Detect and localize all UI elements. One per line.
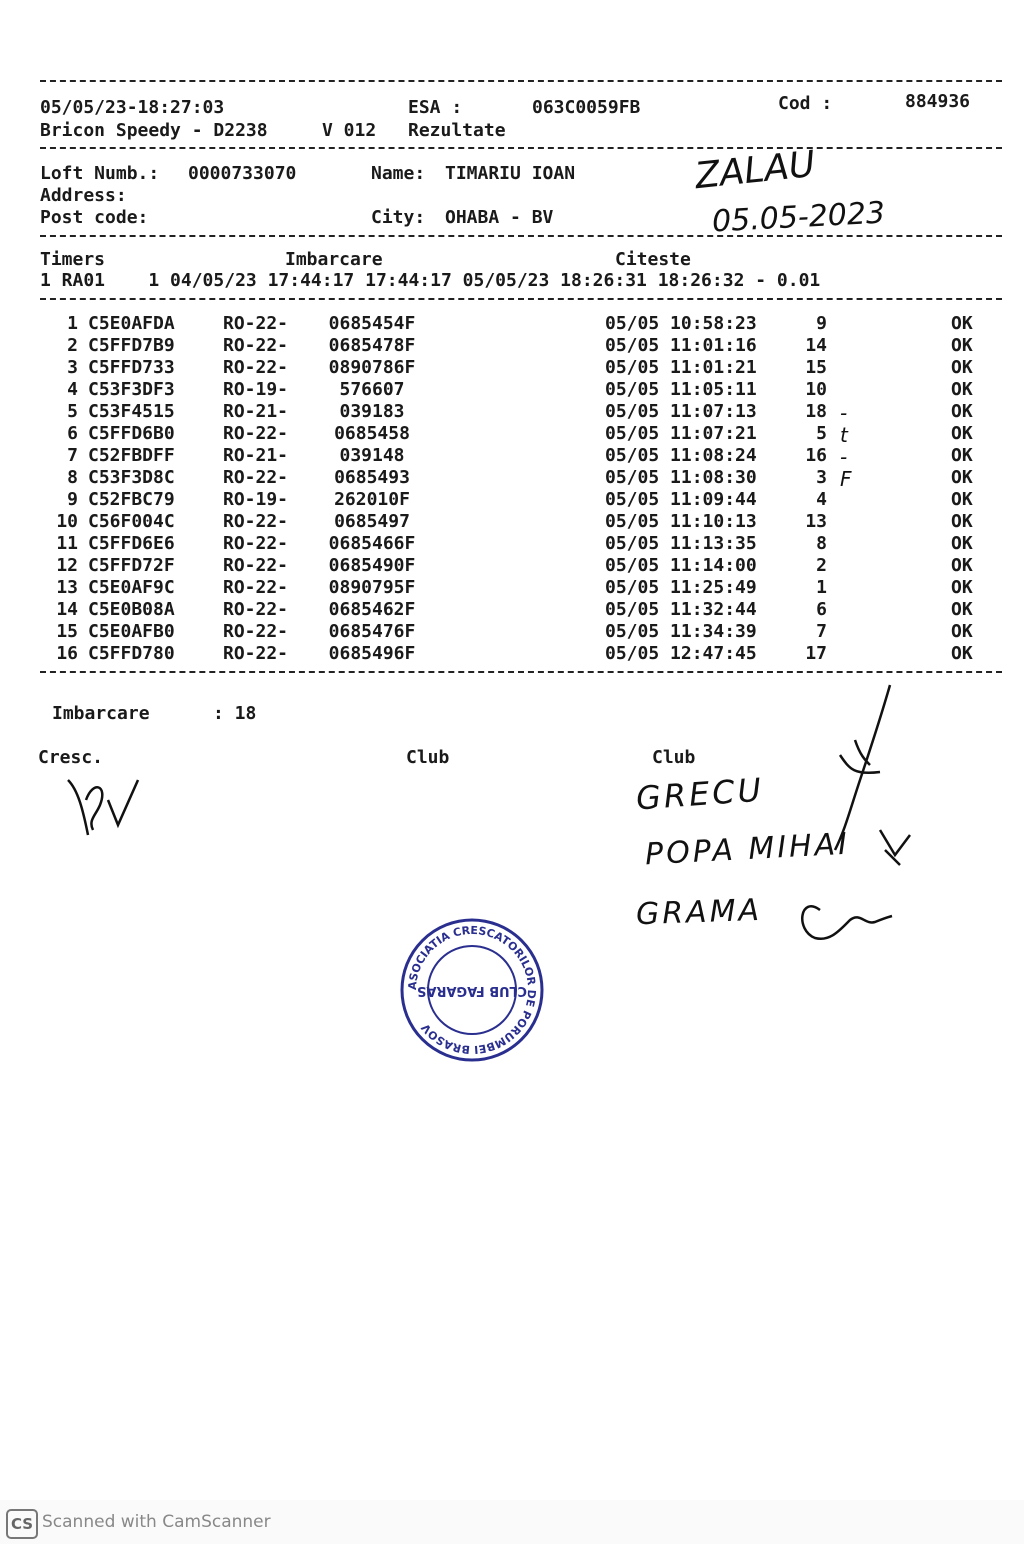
club-stamp [400, 915, 545, 1065]
table-row [0, 313, 1024, 335]
handwritten-date: 05.05-2023 [711, 195, 886, 240]
handwritten-name-2: POPA MIHAI [644, 826, 851, 873]
table-row [0, 621, 1024, 643]
owner-rule [40, 235, 1002, 237]
report-datetime: 05/05/23-18:27:03 [40, 97, 225, 118]
row-position: 5 [816, 423, 827, 444]
row-arrival-time: 05/05 11:13:35 [605, 533, 757, 554]
row-arrival-time: 05/05 10:58:23 [605, 313, 757, 334]
row-status: OK [951, 423, 973, 444]
timers-line: 1 RA01 1 04/05/23 17:44:17 17:44:17 05/05/23 18:26:31 18:26:32 - 0.01 [40, 270, 821, 291]
table-row [0, 357, 1024, 379]
row-index: 1 [67, 313, 78, 334]
row-chip-id: C5FFD6B0 [88, 423, 175, 444]
row-ring-number: 039148 [339, 445, 405, 466]
row-status: OK [951, 533, 973, 554]
scanner-footer [0, 1500, 1024, 1544]
row-chip-id: C53F3DF3 [88, 379, 175, 400]
row-ring-number: 0685490F [328, 555, 416, 576]
row-chip-id: C52FBC79 [88, 489, 175, 510]
cod-value: 884936 [905, 91, 971, 112]
handwritten-name-3: GRAMA [635, 892, 763, 933]
row-index: 13 [56, 577, 78, 598]
row-index: 5 [67, 401, 78, 422]
row-status: OK [951, 467, 973, 488]
row-index: 6 [67, 423, 78, 444]
summary-imbarcare-value: : 18 [213, 703, 257, 724]
row-arrival-time: 05/05 11:32:44 [605, 599, 757, 620]
row-status: OK [951, 555, 973, 576]
address-label: Address: [40, 185, 127, 206]
timers-rule [40, 298, 1002, 300]
row-index: 3 [67, 357, 78, 378]
row-ring-prefix: RO-19- [223, 379, 289, 400]
row-position: 1 [816, 577, 827, 598]
row-chip-id: C56F004C [88, 511, 175, 532]
row-ring-prefix: RO-22- [223, 335, 289, 356]
row-ring-prefix: RO-22- [223, 357, 289, 378]
table-row [0, 511, 1024, 533]
row-chip-id: C5E0AF9C [88, 577, 175, 598]
row-position: 13 [805, 511, 827, 532]
row-position: 7 [816, 621, 827, 642]
row-arrival-time: 05/05 11:14:00 [605, 555, 757, 576]
timers-citeste-label: Citeste [615, 249, 691, 270]
row-arrival-time: 05/05 11:01:21 [605, 357, 757, 378]
row-status: OK [951, 445, 973, 466]
row-arrival-time: 05/05 11:07:13 [605, 401, 757, 422]
row-ring-prefix: RO-22- [223, 621, 289, 642]
owner-name: TIMARIU IOAN [445, 163, 576, 184]
row-ring-prefix: RO-19- [223, 489, 289, 510]
club-label-1: Club [406, 747, 450, 768]
row-ring-prefix: RO-22- [223, 533, 289, 554]
club-label-2: Club [652, 747, 696, 768]
breeder-signature [38, 760, 158, 850]
row-arrival-time: 05/05 11:01:16 [605, 335, 757, 356]
city-value: OHABA - BV [445, 207, 554, 228]
table-row [0, 533, 1024, 555]
row-chip-id: C5E0AFDA [88, 313, 175, 334]
row-index: 9 [67, 489, 78, 510]
esa-value: 063C0059FB [532, 97, 641, 118]
row-chip-id: C5FFD72F [88, 555, 175, 576]
row-handwritten-mark: - [840, 445, 848, 469]
row-index: 11 [56, 533, 78, 554]
table-row [0, 643, 1024, 665]
table-row [0, 599, 1024, 621]
stamp-ring-text: ASOCIATIA CRESCATORILOR DE PORUMBEI BRASOV [405, 923, 539, 1057]
row-ring-prefix: RO-22- [223, 643, 289, 664]
row-arrival-time: 05/05 11:08:30 [605, 467, 757, 488]
row-status: OK [951, 511, 973, 532]
row-position: 17 [805, 643, 827, 664]
row-status: OK [951, 621, 973, 642]
row-chip-id: C53F3D8C [88, 467, 175, 488]
row-position: 10 [805, 379, 827, 400]
row-arrival-time: 05/05 11:05:11 [605, 379, 757, 400]
row-status: OK [951, 599, 973, 620]
row-ring-prefix: RO-22- [223, 511, 289, 532]
row-position: 2 [816, 555, 827, 576]
table-row [0, 335, 1024, 357]
results-rule [40, 671, 1002, 673]
row-index: 10 [56, 511, 78, 532]
row-ring-number: 0685462F [328, 599, 416, 620]
row-position: 18 [805, 401, 827, 422]
top-rule [40, 80, 1002, 82]
loft-number: 0000733070 [188, 163, 297, 184]
timers-imbarcare-label: Imbarcare [285, 249, 383, 270]
city-label: City: [371, 207, 426, 228]
row-ring-number: 262010F [334, 489, 410, 510]
row-index: 7 [67, 445, 78, 466]
row-index: 16 [56, 643, 78, 664]
row-chip-id: C5E0AFB0 [88, 621, 175, 642]
row-ring-number: 039183 [339, 401, 405, 422]
row-arrival-time: 05/05 12:47:45 [605, 643, 757, 664]
row-arrival-time: 05/05 11:08:24 [605, 445, 757, 466]
row-handwritten-mark: - [840, 401, 848, 425]
row-chip-id: C5FFD6E6 [88, 533, 175, 554]
row-ring-number: 0890786F [328, 357, 416, 378]
row-status: OK [951, 379, 973, 400]
table-row [0, 467, 1024, 489]
row-ring-prefix: RO-22- [223, 423, 289, 444]
row-status: OK [951, 357, 973, 378]
camscanner-text: Scanned with CamScanner [42, 1512, 271, 1532]
timers-label: Timers [40, 249, 106, 270]
row-ring-number: 0685478F [328, 335, 416, 356]
device-name: Bricon Speedy - D2238 [40, 120, 268, 141]
row-index: 15 [56, 621, 78, 642]
summary-imbarcare-label: Imbarcare [52, 703, 150, 724]
row-arrival-time: 05/05 11:09:44 [605, 489, 757, 510]
row-ring-number: 0685497 [334, 511, 410, 532]
row-position: 6 [816, 599, 827, 620]
row-ring-prefix: RO-22- [223, 599, 289, 620]
row-status: OK [951, 489, 973, 510]
table-row [0, 577, 1024, 599]
row-handwritten-mark: t [840, 423, 848, 447]
device-version: V 012 [322, 120, 377, 141]
row-position: 3 [816, 467, 827, 488]
row-ring-number: 576607 [339, 379, 405, 400]
row-arrival-time: 05/05 11:34:39 [605, 621, 757, 642]
report-type: Rezultate [408, 120, 506, 141]
row-ring-prefix: RO-22- [223, 577, 289, 598]
table-row [0, 445, 1024, 467]
row-ring-prefix: RO-22- [223, 313, 289, 334]
row-index: 14 [56, 599, 78, 620]
row-status: OK [951, 313, 973, 334]
table-row [0, 489, 1024, 511]
row-ring-number: 0685466F [328, 533, 416, 554]
table-row [0, 401, 1024, 423]
row-arrival-time: 05/05 11:07:21 [605, 423, 757, 444]
row-position: 15 [805, 357, 827, 378]
row-chip-id: C53F4515 [88, 401, 175, 422]
row-status: OK [951, 643, 973, 664]
row-ring-number: 0685476F [328, 621, 416, 642]
table-row [0, 379, 1024, 401]
row-position: 16 [805, 445, 827, 466]
handwritten-place: ZALAU [693, 143, 818, 198]
table-row [0, 423, 1024, 445]
row-ring-number: 0685496F [328, 643, 416, 664]
row-arrival-time: 05/05 11:10:13 [605, 511, 757, 532]
official-signatures [780, 680, 940, 950]
camscanner-logo-icon: CS [6, 1509, 38, 1539]
row-ring-prefix: RO-22- [223, 555, 289, 576]
row-index: 12 [56, 555, 78, 576]
row-position: 4 [816, 489, 827, 510]
loft-label: Loft Numb.: [40, 163, 160, 184]
row-ring-prefix: RO-21- [223, 445, 289, 466]
row-position: 14 [805, 335, 827, 356]
table-row [0, 555, 1024, 577]
row-ring-number: 0685454F [328, 313, 416, 334]
row-index: 4 [67, 379, 78, 400]
row-chip-id: C5E0B08A [88, 599, 175, 620]
cod-label: Cod : [778, 93, 833, 114]
row-chip-id: C5FFD7B9 [88, 335, 175, 356]
results-table [0, 313, 1024, 665]
row-ring-number: 0890795F [328, 577, 416, 598]
row-index: 8 [67, 467, 78, 488]
row-status: OK [951, 401, 973, 422]
row-status: OK [951, 577, 973, 598]
handwritten-name-1: GRECU [634, 770, 766, 818]
row-chip-id: C5FFD733 [88, 357, 175, 378]
row-chip-id: C5FFD780 [88, 643, 175, 664]
row-ring-number: 0685493 [334, 467, 410, 488]
esa-label: ESA : [408, 97, 463, 118]
row-index: 2 [67, 335, 78, 356]
header-rule [40, 147, 1002, 149]
row-position: 8 [816, 533, 827, 554]
row-ring-prefix: RO-22- [223, 467, 289, 488]
row-status: OK [951, 335, 973, 356]
name-label: Name: [371, 163, 426, 184]
postcode-label: Post code: [40, 207, 149, 228]
row-handwritten-mark: F [840, 467, 852, 491]
row-ring-number: 0685458 [334, 423, 410, 444]
row-ring-prefix: RO-21- [223, 401, 289, 422]
row-arrival-time: 05/05 11:25:49 [605, 577, 757, 598]
cresc-label: Cresc. [38, 747, 104, 768]
stamp-center-text: CLUB FAGARAS [417, 983, 527, 998]
row-chip-id: C52FBDFF [88, 445, 175, 466]
row-position: 9 [816, 313, 827, 334]
